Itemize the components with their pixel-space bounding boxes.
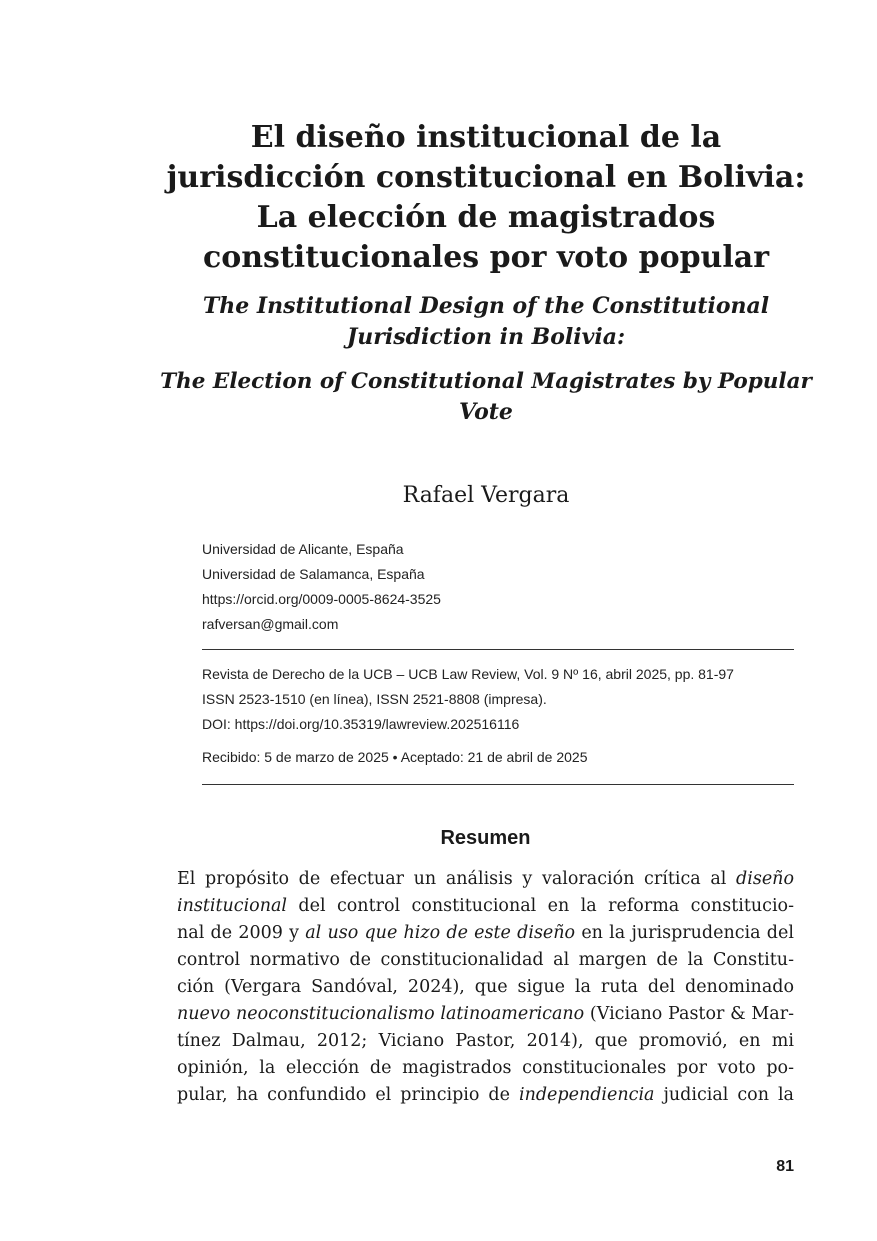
abstract-emphasis: diseño [736, 869, 794, 889]
english-subtitle-part-2 [160, 366, 812, 428]
title-line: La elección de magistrados [256, 200, 716, 235]
abstract-text: pular, ha confundido el principio de [177, 1085, 519, 1105]
abstract-emphasis: institucional [177, 896, 288, 916]
abstract-text: El propósito de efectuar un análisis y valoración crítica al [177, 869, 737, 889]
subtitle-line: Vote [459, 399, 513, 425]
author-affiliations [202, 537, 802, 637]
abstract-heading: Resumen [440, 827, 531, 849]
divider [202, 784, 794, 785]
abstract-emphasis: nuevo neoconstitucionalismo latinoamericano [177, 1004, 585, 1024]
abstract-line [177, 1082, 794, 1109]
abstract-text: del control constitucional en la reforma constitucio- [287, 896, 794, 916]
english-subtitle-part-1 [160, 291, 812, 353]
submission-dates [202, 745, 802, 770]
abstract-emphasis: al uso que hizo de este diseño [305, 923, 576, 943]
received-accepted-dates: Recibido: 5 de marzo de 2025 • Aceptado: 21 de abril de 2025 [202, 749, 588, 765]
abstract-text: nal de 2009 y [177, 923, 306, 943]
issn-line: ISSN 2523-1510 (en línea), ISSN 2521-8808 (impresa). [202, 691, 547, 707]
article-title [160, 118, 812, 278]
affiliation-line: Universidad de Alicante, España [202, 541, 404, 557]
abstract-body [177, 866, 794, 1109]
abstract-line: ción (Vergara Sandóval, 2024), que sigue la ruta del denominado [177, 977, 794, 997]
abstract-line [177, 1001, 794, 1028]
orcid-link[interactable]: https://orcid.org/0009-0005-8624-3525 [202, 591, 441, 607]
page-number: 81 [776, 1158, 794, 1175]
title-line: jurisdicción constitucional en Bolivia: [166, 160, 806, 195]
abstract-text: (Viciano Pastor & Mar- [584, 1004, 794, 1024]
journal-citation: Revista de Derecho de la UCB – UCB Law Review, Vol. 9 Nº 16, abril 2025, pp. 81-97 [202, 666, 734, 682]
abstract-line: control normativo de constitucionalidad al margen de la Constitu- [177, 950, 794, 970]
subtitle-line: Jurisdiction in Bolivia: [346, 324, 626, 350]
abstract-text: judicial con la [654, 1085, 794, 1105]
abstract-line [177, 866, 794, 893]
doi-link[interactable]: DOI: https://doi.org/10.35319/lawreview.202516116 [202, 716, 520, 732]
title-line: constitucionales por voto popular [202, 240, 770, 275]
subtitle-line: The Election of Constitutional Magistrates by Popular [160, 369, 812, 394]
abstract-line [177, 893, 794, 920]
author-email[interactable]: rafversan@gmail.com [202, 616, 339, 632]
abstract-emphasis: independiencia [518, 1085, 655, 1105]
author-name: Rafael Vergara [402, 483, 570, 508]
subtitle-line: The Institutional Design of the Constitutional [202, 293, 770, 319]
abstract-line: tínez Dalmau, 2012; Viciano Pastor, 2014), que promovió, en mi [177, 1031, 794, 1051]
publication-info [202, 662, 802, 737]
abstract-line [177, 920, 794, 947]
divider [202, 649, 794, 650]
title-line: El diseño institucional de la [250, 120, 722, 155]
affiliation-line: Universidad de Salamanca, España [202, 566, 425, 582]
abstract-text: en la jurisprudencia del [575, 923, 794, 943]
abstract-line: opinión, la elección de magistrados constitucionales por voto po- [177, 1058, 794, 1078]
